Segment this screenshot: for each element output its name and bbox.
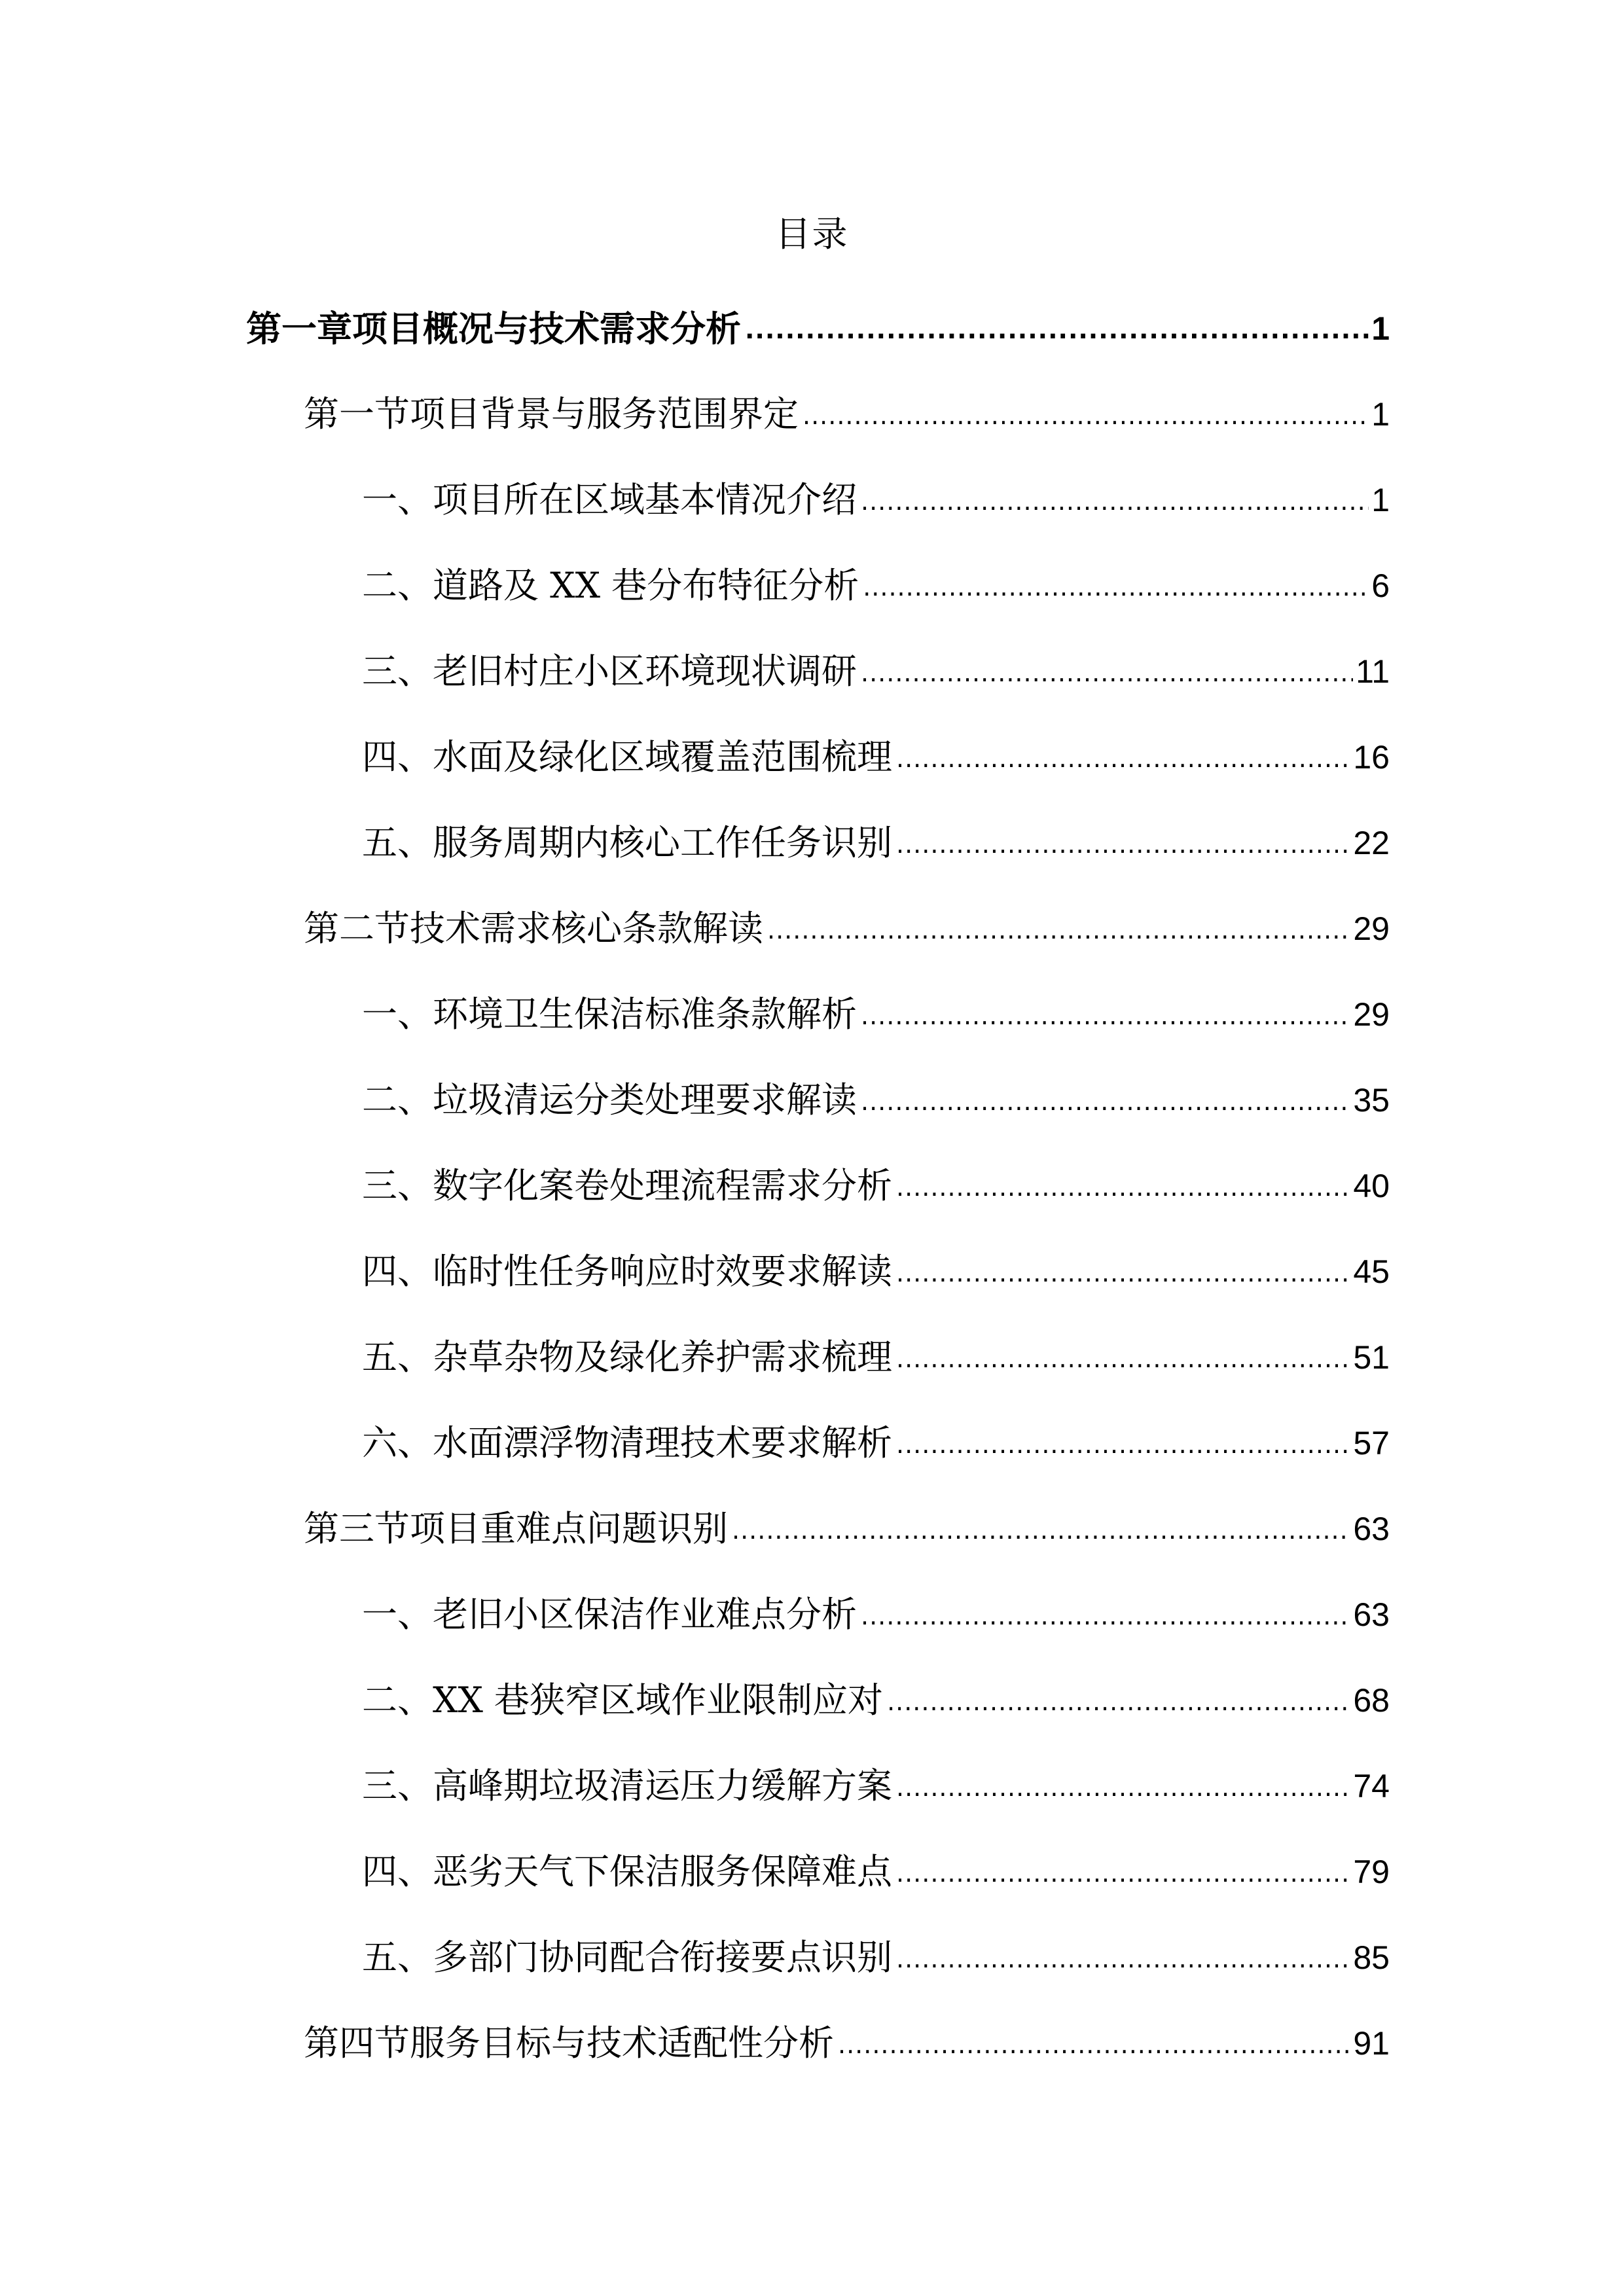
toc-entry-label: 第一章项目概况与技术需求分析 — [246, 308, 741, 350]
toc-entry-label: 二、道路及 XX 巷分布特征分析 — [362, 565, 859, 606]
toc-entry-page: 45 — [1353, 1253, 1390, 1290]
toc-entry-label: 第二节技术需求核心条款解读 — [304, 908, 763, 949]
toc-entry-item[interactable] — [0, 725, 1624, 790]
toc-entry-item[interactable] — [0, 1753, 1624, 1819]
toc-entry-page: 85 — [1353, 1939, 1390, 1976]
dot-leader — [861, 653, 1353, 695]
toc-entry-label: 三、数字化案卷处理流程需求分析 — [362, 1165, 892, 1206]
dot-leader — [896, 1854, 1350, 1895]
toc-entry-page: 29 — [1353, 996, 1390, 1033]
toc-entry-page: 91 — [1353, 2025, 1390, 2062]
toc-entry-label: 三、高峰期垃圾清运压力缓解方案 — [362, 1765, 892, 1806]
toc-entry-item[interactable] — [0, 639, 1624, 704]
toc-title: 目录 — [775, 213, 849, 255]
toc-entry-page: 40 — [1353, 1168, 1390, 1204]
toc-entry-label: 一、项目所在区域基本情况介绍 — [362, 479, 857, 520]
toc-entry-label: 四、临时性任务响应时效要求解读 — [362, 1251, 892, 1292]
dot-leader — [896, 1253, 1350, 1295]
toc-entry-label: 一、环境卫生保洁标准条款解析 — [362, 994, 857, 1035]
toc-entry-item[interactable] — [0, 982, 1624, 1047]
dot-leader — [896, 739, 1350, 781]
dot-leader — [896, 1339, 1350, 1381]
toc-entry-page: 1 — [1371, 482, 1390, 518]
toc-entry-page: 68 — [1353, 1682, 1390, 1719]
dot-leader — [745, 310, 1369, 352]
toc-entry-item[interactable] — [0, 1067, 1624, 1133]
toc-entry-label: 二、垃圾清运分类处理要求解读 — [362, 1079, 857, 1121]
toc-entry-page: 22 — [1353, 825, 1390, 861]
toc-entry-chapter-1[interactable] — [0, 296, 1624, 361]
toc-entry-item[interactable] — [0, 810, 1624, 876]
dot-leader — [896, 1939, 1350, 1981]
toc-entry-page: 1 — [1371, 396, 1390, 433]
toc-entry-section-2[interactable] — [0, 896, 1624, 961]
toc-entry-label: 第四节服务目标与技术适配性分析 — [304, 2022, 834, 2064]
dot-leader — [896, 1425, 1350, 1467]
dot-leader — [861, 1596, 1350, 1638]
toc-entry-page: 6 — [1371, 567, 1390, 604]
toc-entry-label: 二、XX 巷狭窄区域作业限制应对 — [362, 1679, 884, 1721]
toc-entry-item[interactable] — [0, 553, 1624, 619]
toc-entry-page: 29 — [1353, 910, 1390, 947]
toc-entry-item[interactable] — [0, 1325, 1624, 1390]
toc-entry-item[interactable] — [0, 1410, 1624, 1476]
toc-entry-page: 51 — [1353, 1339, 1390, 1376]
dot-leader — [887, 1682, 1350, 1724]
toc-entry-page: 63 — [1353, 1596, 1390, 1633]
dot-leader — [861, 996, 1350, 1038]
toc-entry-page: 35 — [1353, 1082, 1390, 1119]
toc-entry-label: 四、恶劣天气下保洁服务保障难点 — [362, 1851, 892, 1892]
toc-entry-label: 五、杂草杂物及绿化养护需求梳理 — [362, 1336, 892, 1378]
dot-leader — [838, 2025, 1350, 2067]
toc-entry-page: 11 — [1356, 653, 1390, 690]
toc-entry-item[interactable] — [0, 467, 1624, 533]
toc-entry-label: 五、多部门协同配合衔接要点识别 — [362, 1937, 892, 1978]
toc-entry-page: 1 — [1371, 310, 1390, 347]
toc-entry-page: 74 — [1353, 1768, 1390, 1804]
dot-leader — [863, 567, 1369, 609]
dot-leader — [896, 1168, 1350, 1210]
toc-entry-label: 第一节项目背景与服务范围界定 — [304, 393, 799, 435]
toc-entry-item[interactable] — [0, 1239, 1624, 1304]
toc-entry-section-1[interactable] — [0, 382, 1624, 447]
dot-leader — [861, 482, 1369, 524]
toc-entry-label: 六、水面漂浮物清理技术要求解析 — [362, 1422, 892, 1463]
toc-entry-item[interactable] — [0, 1668, 1624, 1733]
toc-entry-item[interactable] — [0, 1925, 1624, 1990]
dot-leader — [861, 1082, 1350, 1124]
toc-entry-label: 三、老旧村庄小区环境现状调研 — [362, 651, 857, 692]
dot-leader — [896, 1768, 1350, 1810]
toc-entry-item[interactable] — [0, 1153, 1624, 1219]
dot-leader — [767, 910, 1350, 952]
toc-entry-page: 57 — [1353, 1425, 1390, 1462]
toc-entry-item[interactable] — [0, 1839, 1624, 1905]
toc-entry-label: 五、服务周期内核心工作任务识别 — [362, 822, 892, 863]
dot-leader — [732, 1511, 1350, 1552]
toc-entry-label: 一、老旧小区保洁作业难点分析 — [362, 1594, 857, 1635]
toc-entry-page: 79 — [1353, 1854, 1390, 1890]
toc-entry-item[interactable] — [0, 1582, 1624, 1647]
toc-entry-label: 第三节项目重难点问题识别 — [304, 1508, 728, 1549]
toc-entry-section-4[interactable] — [0, 2011, 1624, 2076]
toc-entry-page: 16 — [1353, 739, 1390, 776]
toc-entry-label: 四、水面及绿化区域覆盖范围梳理 — [362, 736, 892, 778]
dot-leader — [896, 825, 1350, 867]
dot-leader — [803, 396, 1369, 438]
toc-entry-page: 63 — [1353, 1511, 1390, 1547]
toc-entry-section-3[interactable] — [0, 1496, 1624, 1562]
